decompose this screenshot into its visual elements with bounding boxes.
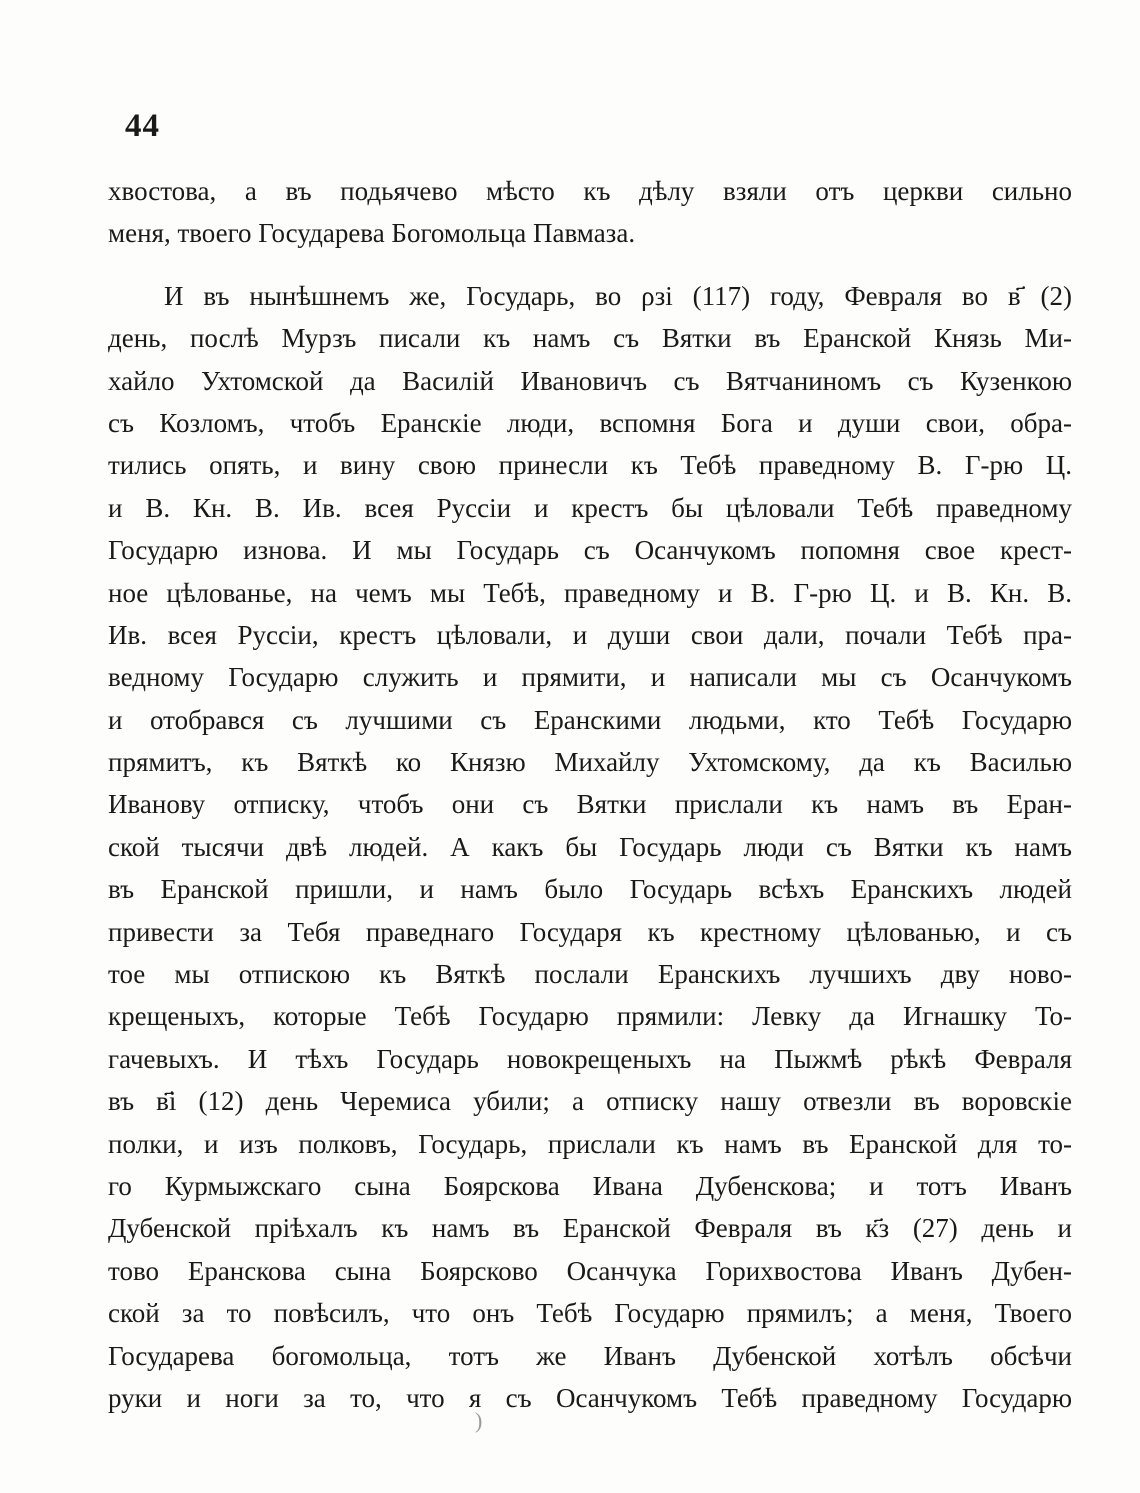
text-line: Дубенской пріѣхалъ къ намъ въ Еранской Февраля въ к҃з (27) день и: [108, 1213, 1072, 1244]
text-line: хвостова, а въ подьячево мѣсто къ дѣлу взяли отъ церкви сильно: [108, 176, 1072, 206]
text-line: тились опять, и вину свою принесли къ Тебѣ праведному В. Г-рю Ц.: [108, 450, 1072, 481]
text-line: въ в҃і (12) день Черемиса убили; а отписку нашу отвезли въ воровскіе: [108, 1086, 1072, 1117]
text-line: меня, твоего Государева Богомольца Павмаза.: [108, 218, 636, 249]
text-line: руки и ноги за то, что я съ Осанчукомъ Тебѣ праведному Государю: [108, 1382, 1072, 1413]
text-line: привести за Тебя праведнаго Государя къ крестному цѣлованью, и съ: [108, 916, 1072, 947]
stray-ink-mark: ): [475, 1408, 483, 1433]
body-text: [108, 170, 1072, 1419]
text-line: и отобрався съ лучшими съ Еранскими людьми, кто Тебѣ Государю: [108, 704, 1072, 735]
text-line: ное цѣлованье, на чемъ мы Тебѣ, праведному и В. Г-рю Ц. и В. Кн. В.: [108, 577, 1072, 608]
text-line: и В. Кн. В. Ив. всея Руссіи и крестъ бы цѣловали Тебѣ праведному: [108, 492, 1072, 523]
text-line: день, послѣ Мурзъ писали къ намъ съ Вятки въ Еранской Князь Ми-: [108, 323, 1072, 354]
text-line: ской тысячи двѣ людей. А какъ бы Государь люди съ Вятки къ намъ: [108, 831, 1072, 862]
text-line: Государева богомольца, тотъ же Иванъ Дубенской хотѣлъ обсѣчи: [108, 1340, 1072, 1371]
text-line: въ Еранской пришли, и намъ было Государь всѣхъ Еранскихъ людей: [108, 874, 1072, 905]
text-line: хайло Ухтомской да Василій Ивановичъ съ Вятчаниномъ съ Кузенкою: [108, 365, 1072, 396]
text-line: тово Еранскова сына Боярсково Осанчука Горихвостова Иванъ Дубен-: [108, 1255, 1072, 1286]
text-line: съ Козломъ, чтобъ Еранскіе люди, вспомня Бога и души свои, обра-: [108, 407, 1072, 438]
text-line: ской за то повѣсилъ, что онъ Тебѣ Государю прямилъ; а меня, Твоего: [108, 1298, 1072, 1329]
text-line: гачевыхъ. И тѣхъ Государь новокрещеныхъ на Пыжмѣ рѣкѣ Февраля: [108, 1043, 1072, 1074]
text-line: тое мы отпискою къ Вяткѣ послали Еранскихъ лучшихъ дву ново-: [108, 959, 1072, 990]
text-line: крещеныхъ, которые Тебѣ Государю прямили: Левку да Игнашку То-: [108, 1001, 1072, 1032]
text-line: Ив. всея Руссіи, крестъ цѣловали, и души свои дали, почали Тебѣ пра-: [108, 619, 1072, 650]
text-line: Иванову отписку, чтобъ они съ Вятки прислали къ намъ въ Еран-: [108, 789, 1072, 820]
text-line: Государю изнова. И мы Государь съ Осанчукомъ попомня свое крест-: [108, 535, 1072, 566]
text-line: прямитъ, къ Вяткѣ ко Князю Михайлу Ухтомскому, да къ Василью: [108, 747, 1072, 778]
text-line: ведному Государю служить и прямити, и написали мы съ Осанчукомъ: [108, 662, 1072, 693]
text-line: И въ нынѣшнемъ же, Государь, во ρзі (117) году, Февраля во в҃ (2): [164, 280, 1072, 311]
text-line: го Курмыжскаго сына Боярскова Ивана Дубенскова; и тотъ Иванъ: [108, 1170, 1072, 1201]
text-line: полки, и изъ полковъ, Государь, прислали къ намъ въ Еранской для то-: [108, 1128, 1072, 1159]
page-number: 44: [125, 108, 160, 144]
paragraph-gap: [108, 255, 1072, 275]
